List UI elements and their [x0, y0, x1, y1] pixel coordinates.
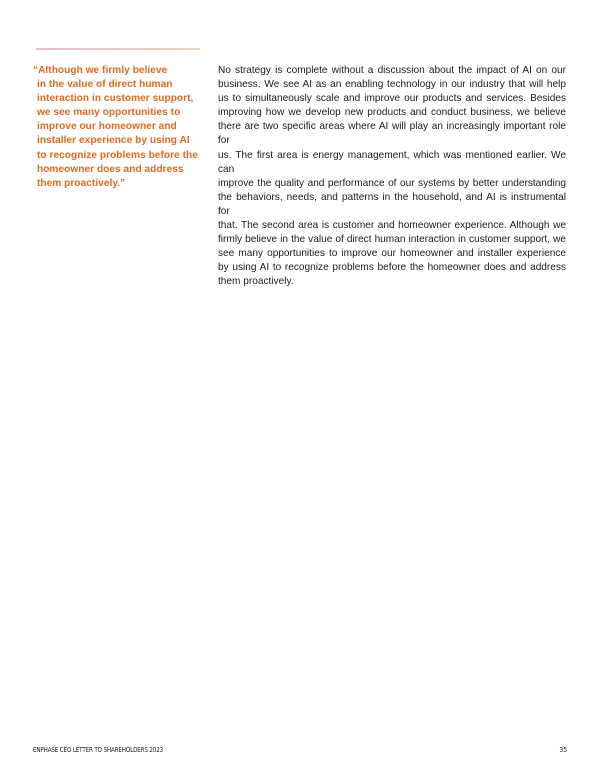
pull-quote-line: “Although we firmly believe	[33, 65, 168, 76]
pull-quote-line: installer experience by using AI	[37, 135, 190, 147]
pull-quote-line: we see many opportunities to	[37, 107, 181, 119]
decorative-divider	[36, 48, 200, 50]
body-line: improve the quality and performance of our systems by better understanding	[218, 177, 566, 189]
body-line: by using AI to recognize problems before the homeowner does and address	[218, 262, 566, 274]
body-line: improving how we develop new products and conduct business, we believe	[218, 107, 566, 119]
body-line: see many opportunities to improve our homeowner and installer experience	[218, 248, 566, 260]
body-line: them proactively.	[218, 276, 294, 288]
body-line: business. We see AI as an enabling technology in our industry that will help	[218, 79, 566, 91]
page-number: 35	[559, 745, 567, 754]
pull-quote-line: in the value of direct human	[37, 79, 173, 91]
pull-quote	[33, 64, 213, 191]
body-line: us to simultaneously scale and improve our products and services. Besides	[218, 93, 566, 105]
body-line: that. The second area is customer and homeowner experience. Although we	[218, 220, 566, 232]
body-line: the behaviors, needs, and patterns in the household, and AI is instrumental for	[218, 191, 566, 217]
pull-quote-line: interaction in customer support,	[37, 93, 194, 105]
body-line: there are two specific areas where AI will play an increasingly important role for	[218, 121, 566, 147]
footer-title: ENPHASE CEO LETTER TO SHAREHOLDERS 2023	[33, 745, 164, 754]
pull-quote-line: improve our homeowner and	[37, 121, 177, 133]
pull-quote-line: to recognize problems before the	[37, 149, 198, 161]
body-line: us. The first area is energy management, which was mentioned earlier. We can	[218, 149, 566, 175]
body-line: No strategy is complete without a discussion about the impact of AI on our	[218, 65, 566, 76]
body-paragraph	[218, 64, 566, 290]
body-line: firmly believe in the value of direct human interaction in customer support, we	[218, 234, 566, 246]
pull-quote-line: them proactively.”	[37, 177, 126, 189]
pull-quote-line: homeowner does and address	[37, 163, 184, 175]
